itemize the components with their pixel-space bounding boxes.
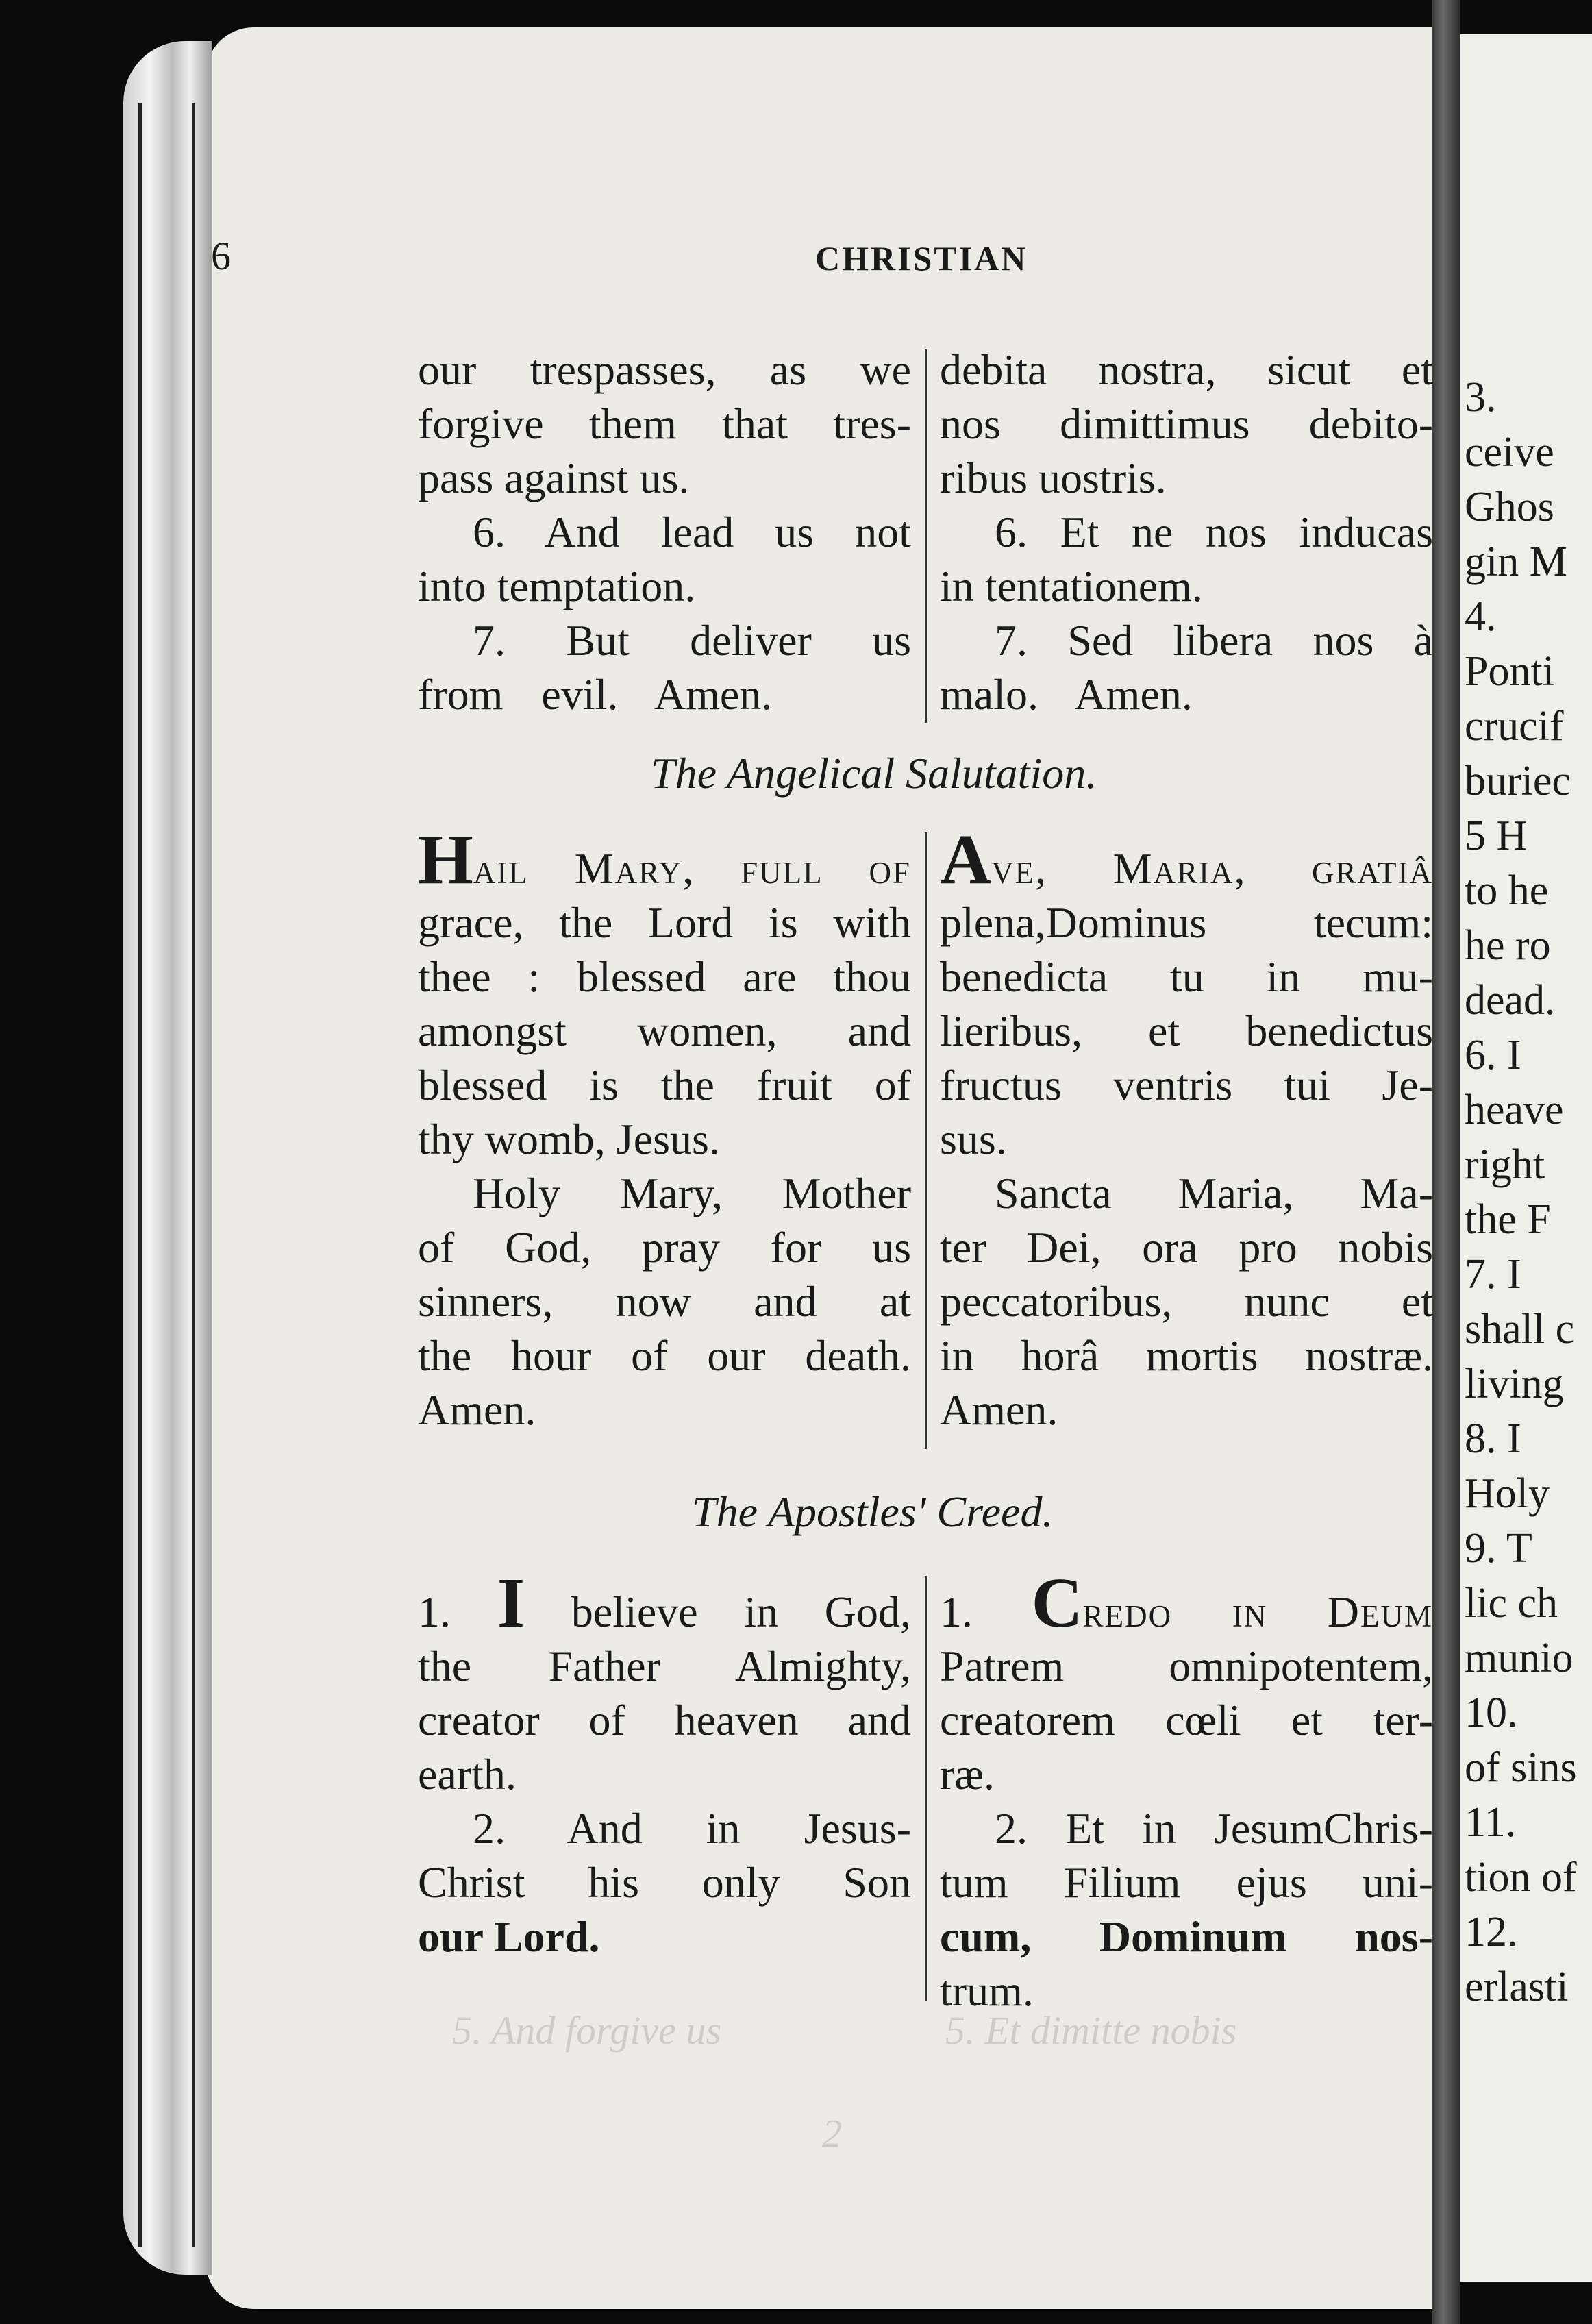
spine-inner-line (192, 103, 195, 2247)
text-line: amongst women, and (418, 1006, 911, 1055)
text-line: redo in Deum (1082, 1587, 1433, 1636)
facing-text: 5 H (1465, 813, 1528, 859)
facing-text: 9. T (1465, 1525, 1532, 1572)
text-line: cum, Dominum nos- (940, 1912, 1433, 1961)
latin-lords-prayer (940, 343, 1433, 721)
text-line: ail Mary, full of (473, 844, 911, 893)
facing-text: Ghos (1465, 484, 1554, 530)
facing-text: lic ch (1465, 1580, 1558, 1627)
text-line: peccatoribus, nunc et (940, 1277, 1433, 1326)
text-line: Patrem omnipotentem, (940, 1642, 1433, 1690)
facing-text: munio (1465, 1635, 1574, 1681)
facing-text: shall c (1465, 1306, 1575, 1352)
bleed-through-right: 5. Et dimitte nobis (945, 2008, 1237, 2053)
bleed-through-number: 2 (822, 2111, 842, 2155)
text-line: trum. (940, 1966, 1034, 2015)
text-line: benedicta tu in mu- (940, 952, 1433, 1001)
text-line: in tentationem. (940, 562, 1203, 610)
text-line: believe in God, (571, 1587, 912, 1636)
text-line: Holy Mary, Mother (473, 1169, 911, 1217)
text-line: malo. Amen. (940, 670, 1193, 719)
text-line: Sancta Maria, Ma- (995, 1169, 1433, 1217)
facing-text: gin M (1465, 539, 1567, 585)
facing-text: dead. (1465, 977, 1556, 1024)
text-line: lieribus, et benedictus (940, 1006, 1433, 1055)
text-line: sus. (940, 1115, 1007, 1163)
facing-text: he ro (1465, 922, 1551, 969)
facing-text: 8. I (1465, 1416, 1521, 1462)
drop-cap: H (418, 820, 473, 899)
facing-text: Holy (1465, 1470, 1550, 1517)
text-line: 6. And lead us not (473, 508, 911, 556)
book-spine (123, 41, 212, 2275)
gutter-shadow (1432, 0, 1460, 2324)
text-line: nos dimittimus debito- (940, 399, 1433, 448)
latin-angelical (940, 820, 1433, 1437)
facing-text: the F (1465, 1196, 1551, 1243)
facing-text: tion of (1465, 1854, 1577, 1901)
facing-text: to he (1465, 867, 1549, 914)
facing-text: 12. (1465, 1909, 1518, 1955)
spine-edge-line (138, 103, 142, 2247)
text-line: 6. Et ne nos inducas (995, 508, 1433, 556)
facing-text: right (1465, 1141, 1545, 1188)
text-line: Christ his only Son (418, 1858, 911, 1907)
text-line: creatorem cœli et ter- (940, 1696, 1433, 1744)
text-line: 2. And in Jesus- (473, 1804, 911, 1853)
facing-text: 10. (1465, 1690, 1518, 1736)
latin-creed (940, 1563, 1433, 2018)
text-line: ve, Maria, gratiâ (991, 844, 1433, 893)
text-line: of God, pray for us (418, 1223, 911, 1272)
text-line: 7. But deliver us (473, 616, 911, 665)
text-line: ræ. (940, 1750, 995, 1798)
facing-text: crucif (1465, 703, 1564, 750)
text-line: from evil. Amen. (418, 670, 773, 719)
drop-cap: A (940, 820, 992, 899)
text-line: the Father Almighty, (418, 1642, 911, 1690)
facing-text: 6. I (1465, 1032, 1521, 1078)
bleed-through-left: 5. And forgive us (452, 2008, 722, 2053)
text-line: fructus ventris tui Je- (940, 1061, 1433, 1109)
english-creed (418, 1563, 912, 1964)
drop-cap: C (1031, 1563, 1083, 1642)
facing-text: ceive (1465, 429, 1554, 475)
section-title-angelical: The Angelical Salutation. (651, 749, 1097, 798)
facing-text: 3. (1465, 374, 1497, 421)
text-line: forgive them that tres- (418, 399, 911, 448)
column-divider (925, 1576, 927, 2001)
text-line: pass against us. (418, 454, 690, 502)
facing-text: buriec (1465, 758, 1571, 804)
english-lords-prayer (418, 343, 911, 721)
text-line: thee : blessed are thou (418, 952, 911, 1001)
facing-text: heave (1465, 1087, 1564, 1133)
text-line: tum Filium ejus uni- (940, 1858, 1433, 1907)
text-line: our trespasses, as we (418, 345, 911, 394)
text-line: in horâ mortis nostræ. (940, 1331, 1433, 1380)
facing-text: 4. (1465, 593, 1497, 640)
facing-text: Ponti (1465, 648, 1554, 695)
text-line: our Lord. (418, 1912, 600, 1961)
text-line: Amen. (418, 1385, 536, 1434)
text-line: 7. Sed libera nos à (995, 616, 1433, 665)
drop-cap: I (497, 1563, 525, 1642)
facing-text: of sins (1465, 1744, 1577, 1791)
text-line: ter Dei, ora pro nobis (940, 1223, 1433, 1272)
text-line: grace, the Lord is with (418, 898, 911, 947)
text-line: the hour of our death. (418, 1331, 911, 1380)
text-line: sinners, now and at (418, 1277, 911, 1326)
text-line: ribus uostris. (940, 454, 1167, 502)
facing-text: 11. (1465, 1799, 1517, 1846)
column-divider (925, 349, 927, 723)
facing-text: erlasti (1465, 1964, 1569, 2010)
text-line: creator of heaven and (418, 1696, 911, 1744)
text-line: Amen. (940, 1385, 1058, 1434)
text-line: into temptation. (418, 562, 696, 610)
column-divider (925, 832, 927, 1449)
page-number: 6 (211, 234, 231, 278)
text-line: blessed is the fruit of (418, 1061, 911, 1109)
text-line: earth. (418, 1750, 517, 1798)
text-line: thy womb, Jesus. (418, 1115, 720, 1163)
facing-text: living (1465, 1361, 1564, 1407)
english-angelical (418, 820, 911, 1437)
text-line: plena,Dominus tecum: (940, 898, 1433, 947)
verse-number: 1. (940, 1587, 973, 1636)
text-line: 2. Et in JesumChris- (995, 1804, 1433, 1853)
text-line: debita nostra, sicut et (940, 345, 1433, 394)
section-title-creed: The Apostles' Creed. (692, 1487, 1054, 1536)
verse-number: 1. (418, 1587, 451, 1636)
running-title: CHRISTIAN (815, 239, 1028, 277)
facing-text: 7. I (1465, 1251, 1521, 1298)
